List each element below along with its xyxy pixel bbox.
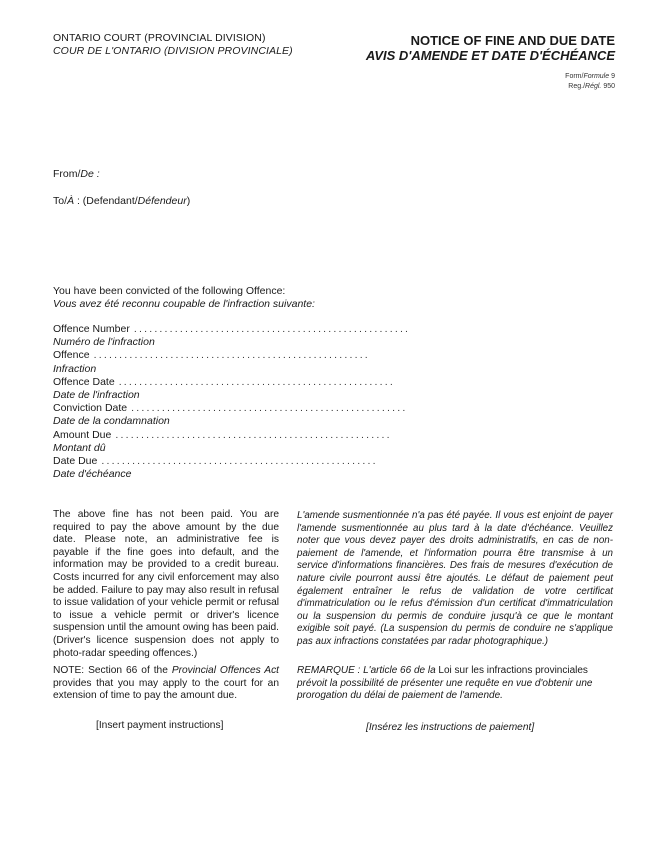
form-label-fr: Formule — [583, 73, 610, 80]
field-label-fr: Date d'échéance — [53, 468, 132, 481]
field-leader: ...................................................... — [101, 455, 378, 468]
from-label-fr: De : — [80, 168, 100, 180]
note-en-prefix: NOTE: Section 66 of the — [53, 665, 172, 676]
field-offence-date[interactable] — [53, 375, 396, 389]
field-amount-due[interactable] — [53, 428, 392, 442]
intro-en: You have been convicted of the following Offence: — [53, 285, 286, 297]
to-defendant-label: : (Defendant/ — [74, 195, 138, 207]
field-label: Date Due — [53, 455, 98, 468]
to-line — [53, 195, 190, 207]
from-line — [53, 168, 100, 180]
court-name-en: ONTARIO COURT (PROVINCIAL DIVISION) — [53, 32, 266, 44]
field-label-fr: Numéro de l'infraction — [53, 336, 155, 349]
note-en — [53, 665, 279, 703]
field-label: Conviction Date — [53, 402, 128, 415]
reg-label: Reg./ — [568, 82, 586, 90]
field-leader: ...................................................... — [118, 375, 396, 388]
field-leader: ...................................................... — [93, 349, 370, 362]
field-label-fr: Montant dû — [53, 441, 106, 454]
title-fr: AVIS D'AMENDE ET DATE D'ÉCHÉANCE — [365, 48, 615, 63]
note-fr-suffix: prévoit la possibilité de présenter une requête en vue d'obtenir une prorogation du délai de paiement de l'amende. — [297, 677, 593, 702]
title-en: NOTICE OF FINE AND DUE DATE — [410, 33, 615, 48]
reg-label-fr: Régl. — [585, 82, 602, 90]
intro-fr: Vous avez été reconnu coupable de l'infraction suivante: — [53, 297, 315, 310]
field-conviction-date[interactable] — [53, 402, 408, 415]
field-label-fr: Date de l'infraction — [53, 389, 140, 402]
form-reference — [565, 72, 615, 91]
to-label-fr: À — [67, 195, 75, 207]
field-leader: ...................................................... — [131, 402, 408, 415]
note-fr-act: Loi sur les infractions provinciales — [438, 665, 588, 676]
note-en-suffix: provides that you may apply to the court for an extension of time to pay the amount due. — [53, 677, 279, 702]
field-leader: ...................................................... — [115, 428, 392, 441]
from-label: From/ — [53, 168, 81, 180]
note-fr-prefix: REMARQUE : L'article 66 de la — [297, 665, 439, 676]
document-title — [366, 33, 615, 63]
form-number-line — [565, 72, 615, 82]
payment-instructions-en: [Insert payment instructions] — [96, 720, 224, 731]
note-en-act: Provincial Offences Act — [171, 665, 279, 676]
notice-body-en: The above fine has not been paid. You are required to pay the above amount by the due date. Please note, an administrative fee is payable if the fine goes into default, and the information may be provided to a credit bureau. Costs incurred for any civil enforcement may also be added. Failure to pay may also result in refusal to issue validation of your vehicle permit or refusal to issue a vehicle permit or driver's licence suspension until the amount owing has been paid. (Driver's licence suspension does not apply to photo-radar speeding offences.) — [53, 509, 279, 659]
reg-number: 950 — [603, 82, 615, 90]
to-label: To/ — [53, 195, 68, 207]
field-offence[interactable] — [53, 349, 370, 362]
payment-instructions-fr: [Insérez les instructions de paiement] — [366, 722, 535, 733]
notice-body-fr: L'amende susmentionnée n'a pas été payée. Il vous est enjoint de payer l'amende susmentionnée au plus tard à la date d'échéance. Veuillez noter que vous devez payer des droits administratifs, en cas de non-paiement de l'amende, et l'information pourra être transmise à un service d'informations financières. Des frais de mesures d'exécution de nature civile pourront aussi être ajoutés. Le défaut de paiement peut également entraîner le refus de validation de votre certificat d'immatriculation ou le refus d'émission d'un certificat d'immatriculation ou la suspension du permis de conduire jusqu'à ce que le montant exigible soit payé. (La suspension du permis de conduire ne s'applique pas aux infractions constatées par radar photographique.) — [297, 510, 613, 647]
reg-number-line — [565, 82, 615, 92]
conviction-intro — [53, 285, 315, 310]
form-number: 9 — [611, 73, 615, 80]
field-label: Offence — [53, 349, 90, 362]
offence-fields — [53, 323, 411, 481]
court-name-fr: COUR DE L'ONTARIO (DIVISION PROVINCIALE) — [53, 45, 293, 57]
field-label-fr: Infraction — [53, 362, 97, 375]
court-name — [53, 32, 293, 58]
field-label: Offence Date — [53, 375, 115, 388]
field-label: Amount Due — [53, 428, 112, 441]
note-fr — [297, 665, 613, 703]
field-leader: ...................................................... — [133, 323, 411, 335]
field-offence-number[interactable] — [53, 323, 411, 336]
to-defendant-label-fr: Défendeur — [137, 195, 187, 207]
field-date-due[interactable] — [53, 455, 378, 468]
field-label-fr: Date de la condamnation — [53, 415, 170, 428]
form-label: Form/ — [565, 73, 584, 80]
field-label: Offence Number — [53, 323, 130, 335]
to-close: ) — [186, 195, 191, 207]
